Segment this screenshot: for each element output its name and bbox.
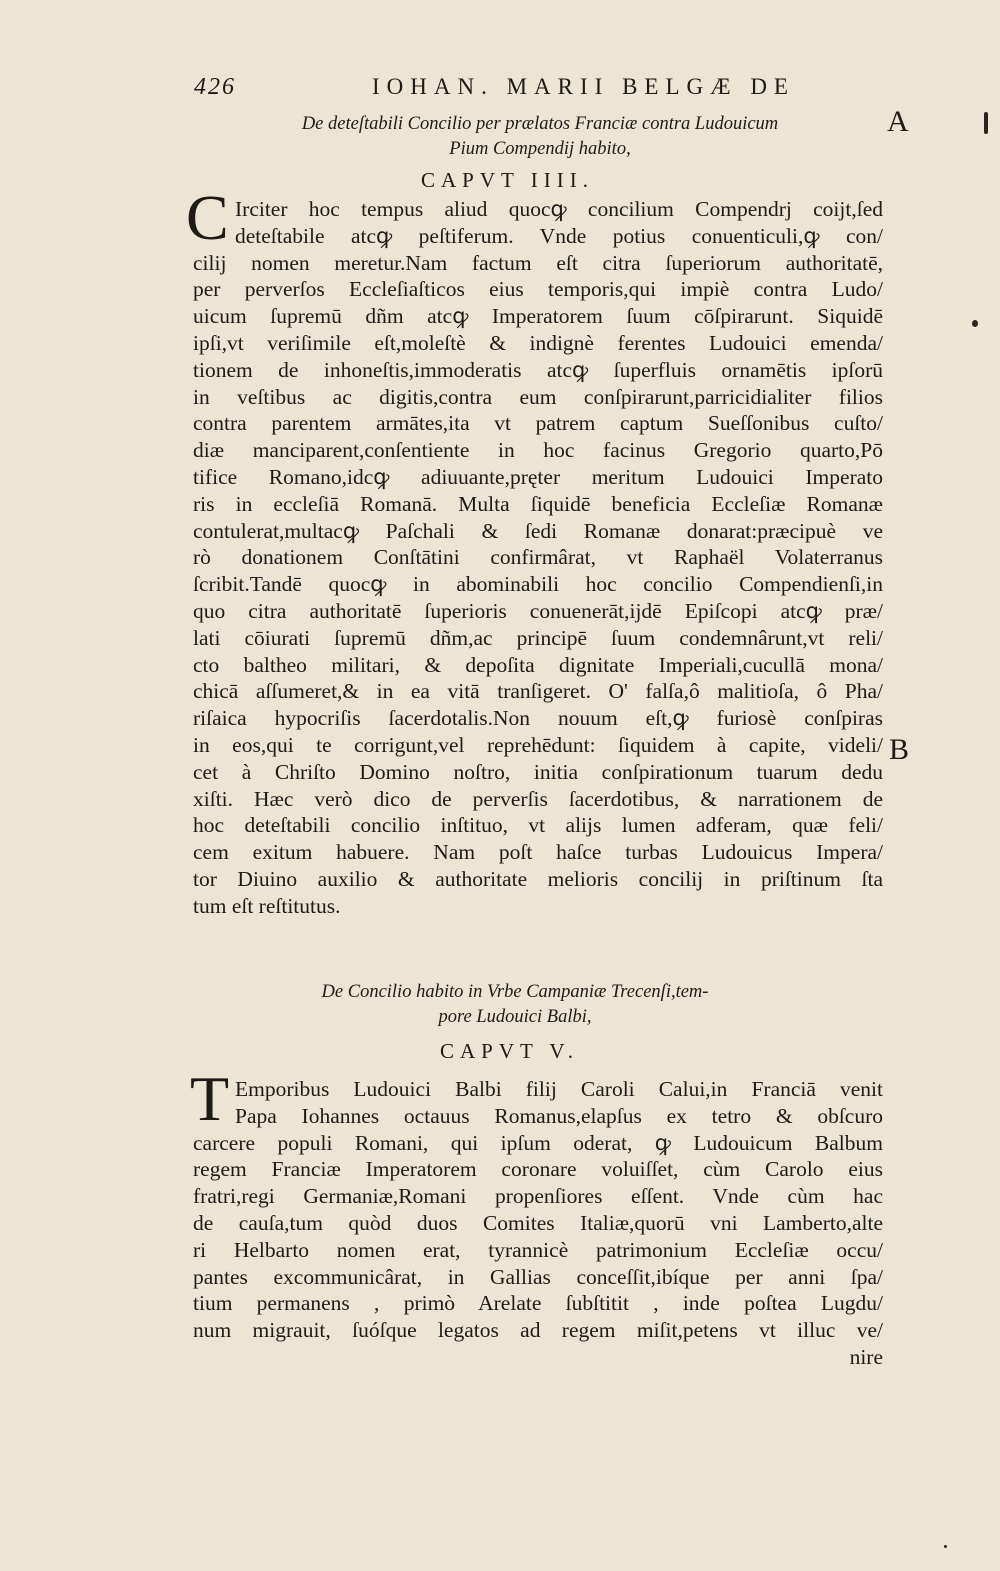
text-line: cem exitum habuere. Nam poſt haſce turbas Ludouicus Impera/	[193, 840, 883, 865]
text-line: uicum ſupremū dñm atcꝙ Imperatorem ſuum cōſpirarunt. Siquidē	[193, 304, 883, 329]
text-line: Emporibus Ludouici Balbi filij Caroli Calui,in Franciā venit	[235, 1077, 883, 1101]
text-line: Irciter hoc tempus aliud quocꝙ concilium Compendrj coijt,ſed	[235, 197, 883, 221]
text-line: in eos,qui te corrigunt,vel reprehēdunt: ſiquidem à capite, videli/	[193, 732, 883, 757]
text-line: contra parentem armātes,ita vt patrem captum Sueſſonibus cuſto/	[193, 411, 883, 436]
text-line: fratri,regi Germaniæ,Romani propenſiores eſſent. Vnde cùm hac	[193, 1184, 883, 1209]
text-line: xiſti. Hæc verò dico de perverſis ſacerdotibus, & narrationem de	[193, 786, 883, 811]
margin-letter-a: A	[887, 105, 909, 138]
text-line: regem Franciæ Imperatorem coronare voluiſſet, cùm Carolo eius	[193, 1157, 883, 1182]
text-line: tifice Romano,idcꝙ adiuuante,pręter meritum Ludouici Imperato	[193, 464, 883, 489]
text-line: deteſtabile atcꝙ peſtiferum. Vnde potius conuenticuli,ꝙ con/	[235, 223, 883, 248]
running-title: IOHAN. MARII BELGÆ DE	[372, 74, 795, 99]
heading-line: De deteſtabili Concilio per prælatos Franciæ contra Ludouicum	[301, 114, 779, 134]
text-line: ris in eccleſiā Romanā. Multa ſiquidē beneficia Eccleſiæ Romanæ	[193, 491, 883, 516]
text-line: contulerat,multacꝙ Paſchali & ſedi Romanæ donarat:præcipuè ve	[193, 518, 883, 543]
text-line: carcere populi Romani, qui ipſum oderat, ꝙ Ludouicum Balbum	[193, 1130, 883, 1155]
chapter-5-caput: CAPVT V.	[440, 1039, 580, 1063]
text-line: chicā aſſumeret,& in ea vitā tranſigeret. O' falſa,ô malitioſa, ô Pha/	[193, 679, 883, 704]
ink-speck	[984, 112, 988, 134]
text-line: quo citra authoritatē ſuperioris conuenerāt,ijdē Epiſcopi atcꝙ præ/	[193, 598, 883, 623]
catchword: nire	[849, 1344, 883, 1369]
chapter-5-text	[193, 1076, 883, 1371]
page-number: 426	[194, 74, 236, 100]
heading-line: pore Ludouici Balbi,	[438, 1007, 592, 1027]
text-line: in veſtibus ac digitis,contra eum conſpirarunt,parricidialiter filios	[193, 384, 883, 409]
chapter-4-text	[193, 196, 883, 920]
text-line: per perverſos Eccleſiaſticos eius temporis,qui impiè contra Ludo/	[193, 277, 883, 302]
drop-cap-t: T	[190, 1063, 230, 1134]
text-line: lati cōiurati ſupremū dñm,ac principē ſuum condemnârunt,vt reli/	[193, 625, 883, 650]
text-line: rò donationem Conſtātini confirmârat, vt Raphaël Volaterranus	[193, 545, 883, 570]
text-line: ſcribit.Tandē quocꝙ in abominabili hoc concilio Compendienſi,in	[193, 572, 883, 597]
text-line: cto baltheo militari, & depoſita dignitate Imperiali,cucullā mona/	[193, 652, 883, 677]
ink-speck	[944, 1545, 947, 1548]
text-line: tor Diuino auxilio & authoritate melioris concilij in priſtinum ſta	[193, 866, 883, 891]
drop-cap-c: C	[186, 182, 229, 253]
text-line: riſaica hypocriſis ſacerdotalis.Non nouum eſt,ꝙ furiosè conſpiras	[193, 706, 883, 731]
text-line: tium permanens , primò Arelate ſubſtitit , inde poſtea Lugdu/	[193, 1291, 883, 1316]
text-line: Papa Iohannes octauus Romanus,elapſus ex tetro & obſcuro	[235, 1103, 883, 1128]
text-line: tionem de inhoneſtis,immoderatis atcꝙ ſuperfluis ornamētis ipſorū	[193, 357, 883, 382]
text-line: cet à Chriſto Domino noſtro, initia conſpirationum tuarum dedu	[193, 759, 883, 784]
chapter-4-heading	[240, 112, 840, 162]
text-line: ipſi,vt veriſimile eſt,moleſtè & indignè ferentes Ludouici emenda/	[193, 330, 883, 355]
heading-line: Pium Compendij habito,	[449, 139, 631, 159]
text-line: tum eſt reſtitutus.	[193, 893, 341, 918]
text-line: de cauſa,tum quòd duos Comites Italiæ,quorū vni Lamberto,alte	[193, 1210, 883, 1235]
chapter-4-caput: CAPVT IIII.	[421, 168, 594, 192]
text-line: num migrauit, ſuóſque legatos ad regem miſit,petens vt illuc ve/	[193, 1318, 883, 1343]
margin-letter-b: B	[889, 733, 910, 766]
text-line: ri Helbarto nomen erat, tyrannicè patrimonium Eccleſiæ occu/	[193, 1237, 883, 1262]
text-line: hoc deteſtabili concilio inſtituo, vt alijs lumen adferam, quæ feli/	[193, 813, 883, 838]
text-line: diæ manciparent,conſentiente in hoc facinus Gregorio quarto,Pō	[193, 438, 883, 463]
chapter-5-heading	[290, 980, 740, 1030]
heading-line: De Concilio habito in Vrbe Campaniæ Trecenſi,tem-	[321, 982, 709, 1002]
text-line: pantes excommunicârat, in Gallias conceſſit,ibíque per anni ſpa/	[193, 1264, 883, 1289]
text-line: cilij nomen meretur.Nam factum eſt citra ſuperiorum authoritatē,	[193, 250, 883, 275]
ink-speck	[972, 320, 978, 327]
running-head	[194, 70, 894, 110]
